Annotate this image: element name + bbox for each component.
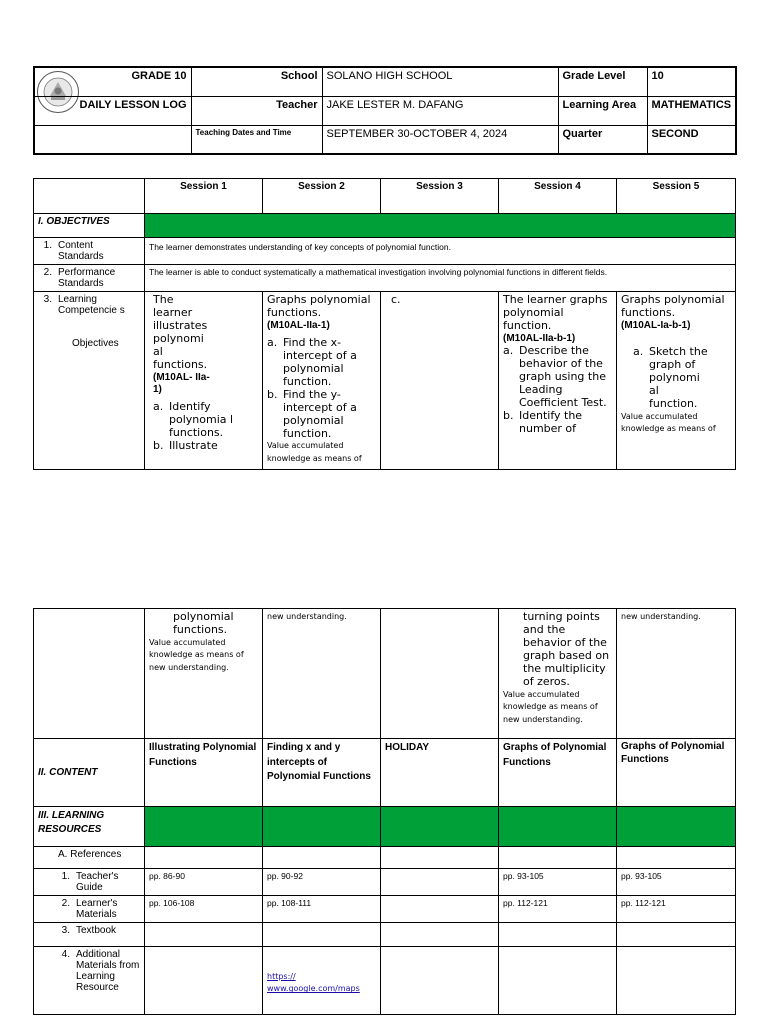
session-header: Session 1 bbox=[145, 179, 263, 214]
lm-s1: pp. 106-108 bbox=[145, 896, 263, 923]
session-header: Session 3 bbox=[381, 179, 499, 214]
learning-area-label: Learning Area bbox=[558, 96, 647, 125]
references-blank bbox=[381, 847, 499, 869]
session-header-blank bbox=[34, 179, 145, 214]
additional-materials-label: 4. Additional Materials from Learning Resource bbox=[34, 947, 145, 1015]
textbook-blank bbox=[617, 923, 736, 947]
content-s4: Graphs of Polynomial Functions bbox=[499, 739, 617, 807]
learners-materials-label: 2. Learner's Materials bbox=[34, 896, 145, 923]
textbook-blank bbox=[263, 923, 381, 947]
grade-cell: GRADE 10 bbox=[34, 67, 191, 96]
teacher-value: JAKE LESTER M. DAFANG bbox=[322, 96, 558, 125]
references-blank bbox=[263, 847, 381, 869]
continued-label-blank bbox=[34, 609, 145, 739]
dates-label: Teaching Dates and Time bbox=[191, 125, 322, 154]
s1-objectives: The learner illustrates polynomi al functions. (M10AL- IIa-1) a. Identify polynomia l functions. b. Illustrate bbox=[145, 292, 263, 470]
content-standards-label: 1. Content Standards bbox=[34, 238, 145, 265]
references-blank bbox=[499, 847, 617, 869]
textbook-label: 3. Textbook bbox=[34, 923, 145, 947]
content-s3: HOLIDAY bbox=[381, 739, 499, 807]
content-s1: Illustrating Polynomial Functions bbox=[145, 739, 263, 807]
s1-continued: polynomial functions. Value accumulated knowledge as means of new understanding. bbox=[145, 609, 263, 739]
dates-value: SEPTEMBER 30-OCTOBER 4, 2024 bbox=[322, 125, 558, 154]
textbook-blank bbox=[145, 923, 263, 947]
learning-area-value: MATHEMATICS bbox=[647, 96, 736, 125]
tg-s3 bbox=[381, 869, 499, 896]
competencies-label: 3. Learning Competencie s Objectives bbox=[34, 292, 145, 470]
teachers-guide-label: 1. Teacher's Guide bbox=[34, 869, 145, 896]
objectives-table bbox=[33, 178, 736, 470]
tg-s4: pp. 93-105 bbox=[499, 869, 617, 896]
additional-s2 bbox=[263, 947, 381, 1015]
objectives-green-bar bbox=[145, 214, 736, 238]
s4-continued: turning points and the behavior of the graph based on the multiplicity of zeros. Value accumulated knowledge as means of new understanding. bbox=[499, 609, 617, 739]
resources-green bbox=[263, 807, 381, 847]
school-value: SOLANO HIGH SCHOOL bbox=[322, 67, 558, 96]
s2-continued: new understanding. bbox=[263, 609, 381, 739]
teacher-label: Teacher bbox=[191, 96, 322, 125]
s3-continued bbox=[381, 609, 499, 739]
resources-title: III. LEARNING RESOURCES bbox=[34, 807, 145, 847]
log-title: DAILY LESSON LOG bbox=[34, 96, 191, 125]
resources-green bbox=[145, 807, 263, 847]
references-blank bbox=[145, 847, 263, 869]
content-title: II. CONTENT bbox=[34, 739, 145, 807]
tg-s5: pp. 93-105 bbox=[617, 869, 736, 896]
objectives-title: I. OBJECTIVES bbox=[34, 214, 145, 238]
additional-s5 bbox=[617, 947, 736, 1015]
s2-objectives: Graphs polynomial functions. (M10AL-IIa-1) a. Find the x-intercept of a polynomial function. b. Find the y-intercept of a polynomial function. Value accumulated knowledge as means of bbox=[263, 292, 381, 470]
lm-s5: pp. 112-121 bbox=[617, 896, 736, 923]
textbook-blank bbox=[499, 923, 617, 947]
grade-level-value: 10 bbox=[647, 67, 736, 96]
grade-level-label: Grade Level bbox=[558, 67, 647, 96]
session-header: Session 4 bbox=[499, 179, 617, 214]
textbook-blank bbox=[381, 923, 499, 947]
additional-s3 bbox=[381, 947, 499, 1015]
header-table bbox=[33, 66, 737, 155]
objectives-label: Objectives bbox=[72, 338, 119, 349]
resources-green bbox=[499, 807, 617, 847]
s3-objectives: c. bbox=[381, 292, 499, 470]
tg-s2: pp. 90-92 bbox=[263, 869, 381, 896]
resources-green bbox=[381, 807, 499, 847]
lm-s4: pp. 112-121 bbox=[499, 896, 617, 923]
content-s2: Finding x and y intercepts of Polynomial Functions bbox=[263, 739, 381, 807]
s5-continued: new understanding. bbox=[617, 609, 736, 739]
content-standards-text: The learner demonstrates understanding of key concepts of polynomial function. bbox=[145, 238, 736, 265]
session-header: Session 2 bbox=[263, 179, 381, 214]
tg-s1: pp. 86-90 bbox=[145, 869, 263, 896]
performance-standards-label: 2. Performance Standards bbox=[34, 265, 145, 292]
session-header: Session 5 bbox=[617, 179, 736, 214]
references-label: A. References bbox=[34, 847, 145, 869]
resources-green bbox=[617, 807, 736, 847]
header-blank bbox=[34, 125, 191, 154]
quarter-value: SECOND bbox=[647, 125, 736, 154]
additional-s1 bbox=[145, 947, 263, 1015]
lm-s2: pp. 108-111 bbox=[263, 896, 381, 923]
continued-table bbox=[33, 608, 736, 1015]
s5-objectives: Graphs polynomial functions. (M10AL-Ia-b-1) a. Sketch the graph of polynomi al function. Value accumulated knowledge as means of bbox=[617, 292, 736, 470]
additional-s4 bbox=[499, 947, 617, 1015]
content-s5: Graphs of Polynomial Functions bbox=[617, 739, 736, 807]
lm-s3 bbox=[381, 896, 499, 923]
school-label: School bbox=[191, 67, 322, 96]
performance-standards-text: The learner is able to conduct systematically a mathematical investigation involving polynomial functions in different fields. bbox=[145, 265, 736, 292]
references-blank bbox=[617, 847, 736, 869]
quarter-label: Quarter bbox=[558, 125, 647, 154]
google-maps-link[interactable]: https:// www.google.com/maps bbox=[267, 972, 360, 994]
s4-objectives: The learner graphs polynomial function. (M10AL-IIa-b-1) a. Describe the behavior of the graph using the Leading Coefficient Test. b. Identify the number of bbox=[499, 292, 617, 470]
